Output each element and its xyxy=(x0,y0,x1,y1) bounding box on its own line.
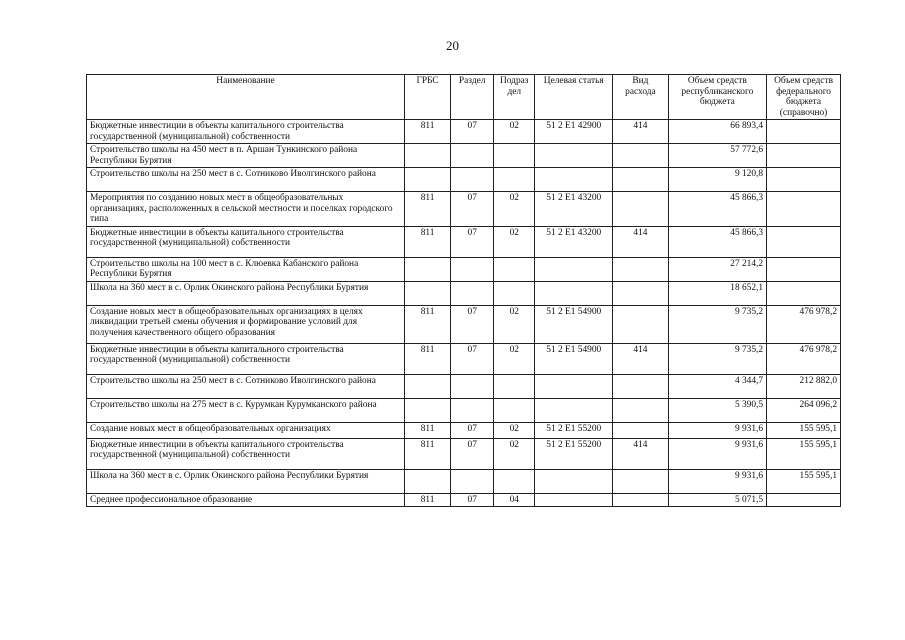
row-vid-raskhoda xyxy=(613,144,668,168)
row-resp-budget: 9 931,6 xyxy=(668,469,766,493)
header-grbs: ГРБС xyxy=(405,75,451,120)
row-podrazdel: 04 xyxy=(494,493,535,507)
row-podrazdel: 02 xyxy=(494,120,535,144)
row-fed-budget: 212 882,0 xyxy=(767,374,841,398)
row-celevaya-statya xyxy=(535,257,613,281)
row-vid-raskhoda xyxy=(613,493,668,507)
row-grbs: 811 xyxy=(405,192,451,227)
row-podrazdel: 02 xyxy=(494,305,535,343)
header-celevaya-statya: Целевая статья xyxy=(535,75,613,120)
row-celevaya-statya: 51 2 E1 54900 xyxy=(535,305,613,343)
row-vid-raskhoda: 414 xyxy=(613,226,668,257)
row-celevaya-statya: 51 2 E1 42900 xyxy=(535,120,613,144)
header-podrazdel: Подраз дел xyxy=(494,75,535,120)
row-grbs: 811 xyxy=(405,226,451,257)
table-header xyxy=(87,75,841,120)
row-name: Строительство школы на 250 мест в с. Сотниково Иволгинского района xyxy=(87,168,405,192)
row-resp-budget: 27 214,2 xyxy=(668,257,766,281)
row-resp-budget: 9 735,2 xyxy=(668,305,766,343)
row-name: Строительство школы на 275 мест в с. Курумкан Курумканского района xyxy=(87,398,405,422)
row-podrazdel xyxy=(494,469,535,493)
row-razdel: 07 xyxy=(451,120,494,144)
row-grbs: 811 xyxy=(405,422,451,438)
row-resp-budget: 9 735,2 xyxy=(668,343,766,374)
row-fed-budget xyxy=(767,257,841,281)
table-row xyxy=(87,374,841,398)
row-name: Строительство школы на 450 мест в п. Аршан Тункинского района Республики Бурятия xyxy=(87,144,405,168)
row-fed-budget xyxy=(767,120,841,144)
header-fed-budget: Объем средств федерального бюджета (справочно) xyxy=(767,75,841,120)
row-resp-budget: 9 120,8 xyxy=(668,168,766,192)
row-name: Школа на 360 мест в с. Орлик Окинского района Республики Бурятия xyxy=(87,281,405,305)
row-razdel: 07 xyxy=(451,226,494,257)
row-vid-raskhoda xyxy=(613,374,668,398)
table-row xyxy=(87,120,841,144)
row-resp-budget: 57 772,6 xyxy=(668,144,766,168)
table-row xyxy=(87,469,841,493)
row-fed-budget: 476 978,2 xyxy=(767,343,841,374)
row-grbs xyxy=(405,281,451,305)
row-fed-budget: 155 595,1 xyxy=(767,469,841,493)
row-grbs: 811 xyxy=(405,305,451,343)
row-vid-raskhoda xyxy=(613,192,668,227)
row-celevaya-statya xyxy=(535,469,613,493)
row-razdel: 07 xyxy=(451,343,494,374)
table-row xyxy=(87,343,841,374)
table-row xyxy=(87,257,841,281)
row-resp-budget: 9 931,6 xyxy=(668,438,766,469)
row-razdel: 07 xyxy=(451,493,494,507)
row-fed-budget xyxy=(767,281,841,305)
row-razdel xyxy=(451,144,494,168)
table-body xyxy=(87,120,841,507)
row-name: Бюджетные инвестиции в объекты капитального строительства государственной (муниципальной) собственности xyxy=(87,120,405,144)
row-podrazdel xyxy=(494,398,535,422)
row-celevaya-statya: 51 2 E1 55200 xyxy=(535,438,613,469)
row-fed-budget xyxy=(767,144,841,168)
row-celevaya-statya xyxy=(535,398,613,422)
table-row xyxy=(87,305,841,343)
row-vid-raskhoda xyxy=(613,469,668,493)
row-vid-raskhoda: 414 xyxy=(613,343,668,374)
row-celevaya-statya: 51 2 E1 55200 xyxy=(535,422,613,438)
row-razdel xyxy=(451,469,494,493)
row-resp-budget: 45 866,3 xyxy=(668,226,766,257)
row-razdel: 07 xyxy=(451,305,494,343)
row-celevaya-statya xyxy=(535,493,613,507)
row-resp-budget: 9 931,6 xyxy=(668,422,766,438)
row-vid-raskhoda xyxy=(613,305,668,343)
row-grbs xyxy=(405,374,451,398)
row-razdel: 07 xyxy=(451,192,494,227)
row-vid-raskhoda xyxy=(613,257,668,281)
budget-table xyxy=(86,74,841,507)
row-fed-budget xyxy=(767,226,841,257)
row-resp-budget: 18 652,1 xyxy=(668,281,766,305)
header-row xyxy=(87,75,841,120)
row-grbs: 811 xyxy=(405,493,451,507)
row-grbs xyxy=(405,168,451,192)
row-name: Мероприятия по созданию новых мест в общеобразовательных организациях, расположенных в сельской местности и поселках городского типа xyxy=(87,192,405,227)
row-fed-budget: 155 595,1 xyxy=(767,422,841,438)
table-row xyxy=(87,422,841,438)
row-name: Бюджетные инвестиции в объекты капитального строительства государственной (муниципальной) собственности xyxy=(87,438,405,469)
table-row xyxy=(87,398,841,422)
row-podrazdel xyxy=(494,144,535,168)
row-resp-budget: 45 866,3 xyxy=(668,192,766,227)
row-fed-budget: 476 978,2 xyxy=(767,305,841,343)
row-grbs: 811 xyxy=(405,438,451,469)
row-vid-raskhoda xyxy=(613,281,668,305)
row-podrazdel: 02 xyxy=(494,343,535,374)
row-name: Строительство школы на 100 мест в с. Клюевка Кабанского района Республики Бурятия xyxy=(87,257,405,281)
table-row xyxy=(87,281,841,305)
row-name: Среднее профессиональное образование xyxy=(87,493,405,507)
row-grbs xyxy=(405,257,451,281)
row-name: Бюджетные инвестиции в объекты капитального строительства государственной (муниципальной) собственности xyxy=(87,343,405,374)
row-fed-budget: 155 595,1 xyxy=(767,438,841,469)
header-vid-raskhoda: Вид расхода xyxy=(613,75,668,120)
table-row xyxy=(87,168,841,192)
row-grbs: 811 xyxy=(405,120,451,144)
row-name: Бюджетные инвестиции в объекты капитального строительства государственной (муниципальной) собственности xyxy=(87,226,405,257)
table-row xyxy=(87,226,841,257)
row-fed-budget: 264 096,2 xyxy=(767,398,841,422)
row-vid-raskhoda xyxy=(613,398,668,422)
row-vid-raskhoda xyxy=(613,422,668,438)
row-grbs xyxy=(405,144,451,168)
row-podrazdel xyxy=(494,168,535,192)
row-razdel: 07 xyxy=(451,422,494,438)
row-resp-budget: 5 071,5 xyxy=(668,493,766,507)
row-razdel xyxy=(451,281,494,305)
row-grbs: 811 xyxy=(405,343,451,374)
row-name: Создание новых мест в общеобразовательных организациях xyxy=(87,422,405,438)
row-vid-raskhoda: 414 xyxy=(613,438,668,469)
row-fed-budget xyxy=(767,192,841,227)
row-celevaya-statya: 51 2 E1 43200 xyxy=(535,226,613,257)
row-celevaya-statya: 51 2 E1 43200 xyxy=(535,192,613,227)
row-fed-budget xyxy=(767,168,841,192)
row-podrazdel: 02 xyxy=(494,438,535,469)
row-name: Строительство школы на 250 мест в с. Сотниково Иволгинского района xyxy=(87,374,405,398)
row-razdel xyxy=(451,168,494,192)
row-grbs xyxy=(405,469,451,493)
row-razdel xyxy=(451,398,494,422)
table-row xyxy=(87,192,841,227)
row-podrazdel: 02 xyxy=(494,422,535,438)
row-grbs xyxy=(405,398,451,422)
table-row xyxy=(87,144,841,168)
header-razdel: Раздел xyxy=(451,75,494,120)
header-resp-budget: Объем средств республиканского бюджета xyxy=(668,75,766,120)
row-razdel xyxy=(451,374,494,398)
header-name: Наименование xyxy=(87,75,405,120)
row-resp-budget: 5 390,5 xyxy=(668,398,766,422)
row-name: Создание новых мест в общеобразовательных организациях в целях ликвидации третьей смены обучения и формирование условий для получения качественного общего образования xyxy=(87,305,405,343)
row-vid-raskhoda xyxy=(613,168,668,192)
row-resp-budget: 4 344,7 xyxy=(668,374,766,398)
row-razdel: 07 xyxy=(451,438,494,469)
row-celevaya-statya xyxy=(535,374,613,398)
row-celevaya-statya xyxy=(535,144,613,168)
table-row xyxy=(87,493,841,507)
row-podrazdel xyxy=(494,257,535,281)
row-podrazdel xyxy=(494,281,535,305)
page-number: 20 xyxy=(446,38,459,53)
row-podrazdel xyxy=(494,374,535,398)
row-podrazdel: 02 xyxy=(494,192,535,227)
row-vid-raskhoda: 414 xyxy=(613,120,668,144)
row-podrazdel: 02 xyxy=(494,226,535,257)
row-razdel xyxy=(451,257,494,281)
row-celevaya-statya xyxy=(535,281,613,305)
row-celevaya-statya xyxy=(535,168,613,192)
row-celevaya-statya: 51 2 E1 54900 xyxy=(535,343,613,374)
row-fed-budget xyxy=(767,493,841,507)
row-resp-budget: 66 893,4 xyxy=(668,120,766,144)
row-name: Школа на 360 мест в с. Орлик Окинского района Республики Бурятия xyxy=(87,469,405,493)
table-row xyxy=(87,438,841,469)
